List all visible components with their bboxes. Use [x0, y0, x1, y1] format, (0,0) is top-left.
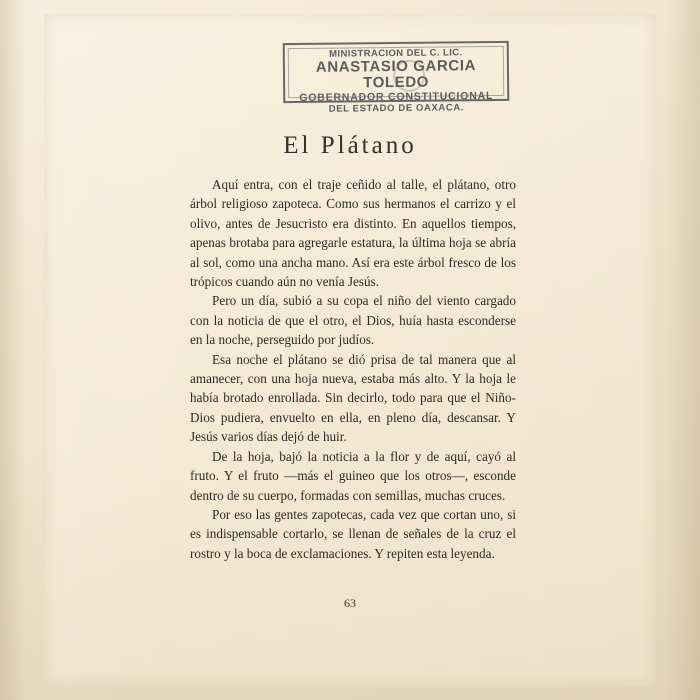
paragraph: Pero un día, subió a su copa el niño del viento cargado con la noticia de que el otro, el Dios, huía hasta esconderse en la noche, perseguido por judíos.	[190, 293, 516, 348]
paragraph: Por eso las gentes zapotecas, cada vez que cortan uno, si es indispensable cortarlo, se llenan de señales de la cruz el rostro y la boca de exclamaciones. Y repiten esta leyenda.	[190, 506, 516, 561]
stamp-line-1: MINISTRACION DEL C. LIC.	[329, 47, 463, 60]
paragraph: De la hoja, bajó la noticia a la flor y de aquí, cayó al fruto. Y el fruto —más el guineo que los otros—, esconde dentro de su cuerpo, formadas con semillas, muchas cruces.	[190, 448, 516, 503]
paragraph: Esa noche el plátano se dió prisa de tal manera que al amanecer, con una hoja nueva, estaba más alto. Y la hoja le había brotado enrollada. Sin decirlo, todo para que el Niño-Dios pudiera, envuelto en ella, en pleno día, descansar. Y Jesús varios días dejó de huir.	[190, 351, 516, 445]
body-text	[190, 175, 516, 563]
paragraph: Aquí entra, con el traje ceñido al talle, el plátano, otro árbol religioso zapoteca. Como sus hermanos el carrizo y el olivo, antes de Jesucristo era distinto. En aquellos tiempos, apenas brotaba para agregarle estatura, la última hoja se abría al sol, como una ancha mano. Así era este árbol fresco de los trópicos cuando aún no venía Jesús.	[190, 177, 516, 290]
stamp-line-2: ANASTASIO GARCIA TOLEDO	[315, 57, 477, 92]
stamp-line-4: DEL ESTADO DE OAXACA.	[328, 102, 465, 115]
page-number: 63	[344, 596, 356, 610]
page-title: El Plátano	[283, 132, 417, 159]
stamp-line-3: GOBERNADOR CONSTITUCIONAL	[299, 89, 494, 105]
official-stamp	[283, 41, 510, 115]
stamp-seal-icon	[393, 60, 425, 92]
